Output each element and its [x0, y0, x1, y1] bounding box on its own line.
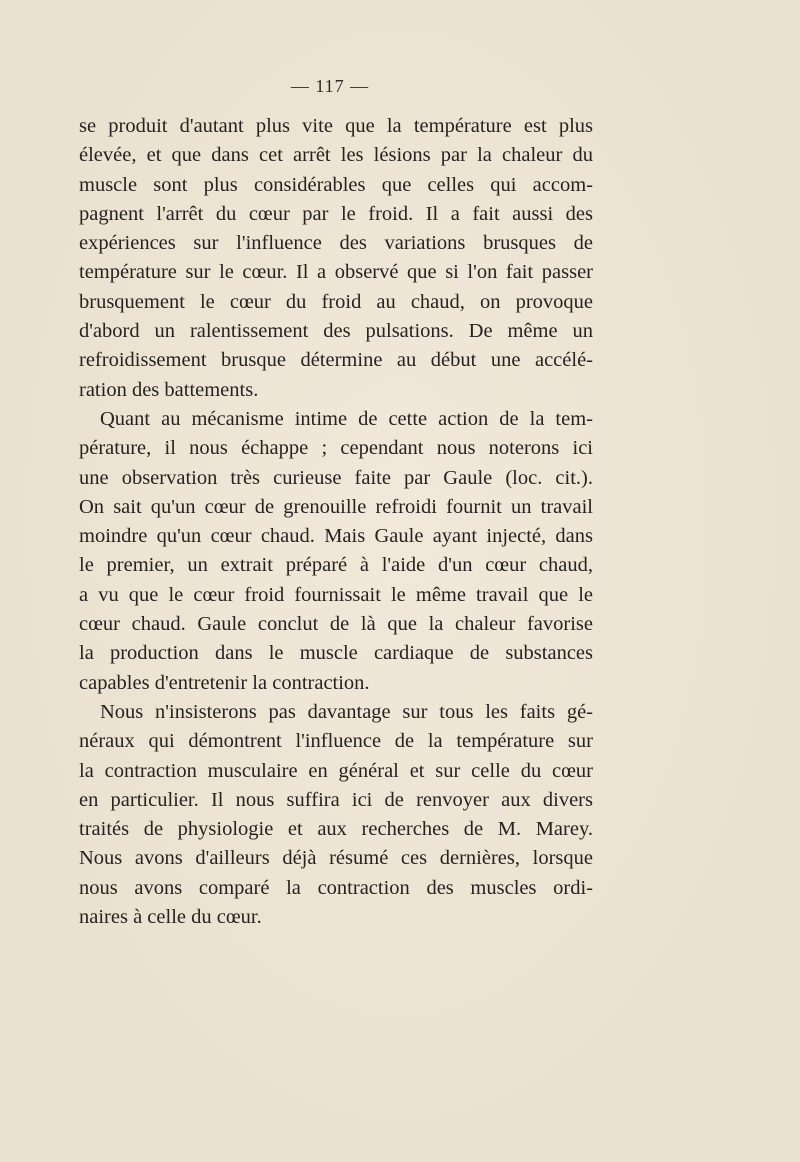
text-line: néraux qui démontrent l'influence de la température sur [79, 730, 593, 753]
body-text [79, 112, 593, 932]
paragraph-end-line: naires à celle du cœur. [79, 906, 262, 929]
text-line: température sur le cœur. Il a observé que si l'on fait passer [79, 261, 593, 284]
text-line: le premier, un extrait préparé à l'aide d'un cœur chaud, [79, 554, 593, 577]
text-line: pérature, il nous échappe ; cependant nous noterons ici [79, 437, 593, 460]
text-line: en particulier. Il nous suffira ici de renvoyer aux divers [79, 788, 593, 811]
text-line: Nous avons d'ailleurs déjà résumé ces dernières, lorsque [79, 847, 593, 870]
text-line: élevée, et que dans cet arrêt les lésions par la chaleur du [79, 144, 593, 167]
paragraph-end-line: ration des battements. [79, 378, 259, 401]
text-line: la contraction musculaire en général et sur celle du cœur [79, 759, 593, 782]
text-line: a vu que le cœur froid fournissait le même travail que le [79, 583, 593, 606]
text-line: cœur chaud. Gaule conclut de là que la chaleur favorise [79, 613, 593, 636]
text-line: refroidissement brusque détermine au début une accélé- [79, 349, 593, 372]
text-line: expériences sur l'influence des variations brusques de [79, 232, 593, 255]
text-line: pagnent l'arrêt du cœur par le froid. Il a fait aussi des [79, 202, 593, 225]
text-line-citation: une observation très curieuse faite par Gaule (loc. cit.). [79, 466, 593, 489]
text-line: On sait qu'un cœur de grenouille refroidi fournit un travail [79, 495, 593, 518]
text-line: se produit d'autant plus vite que la température est plus [79, 115, 593, 137]
text-line: d'abord un ralentissement des pulsations. De même un [79, 320, 593, 343]
text-line: moindre qu'un cœur chaud. Mais Gaule ayant injecté, dans [79, 525, 593, 548]
text-line: la production dans le muscle cardiaque de substances [79, 642, 593, 665]
text-line: traités de physiologie et aux recherches de M. Marey. [79, 818, 593, 841]
paragraph-end-line: capables d'entretenir la contraction. [79, 671, 370, 694]
paragraph-start-line: Nous n'insisterons pas davantage sur tous les faits gé- [100, 700, 593, 723]
paragraph-start-line: Quant au mécanisme intime de cette action de la tem- [100, 407, 593, 430]
text-line: muscle sont plus considérables que celles qui accom- [79, 173, 593, 196]
page-number: — 117 — [290, 76, 370, 96]
text-line: brusquement le cœur du froid au chaud, on provoque [79, 290, 593, 313]
text-line: nous avons comparé la contraction des muscles ordi- [79, 876, 593, 899]
